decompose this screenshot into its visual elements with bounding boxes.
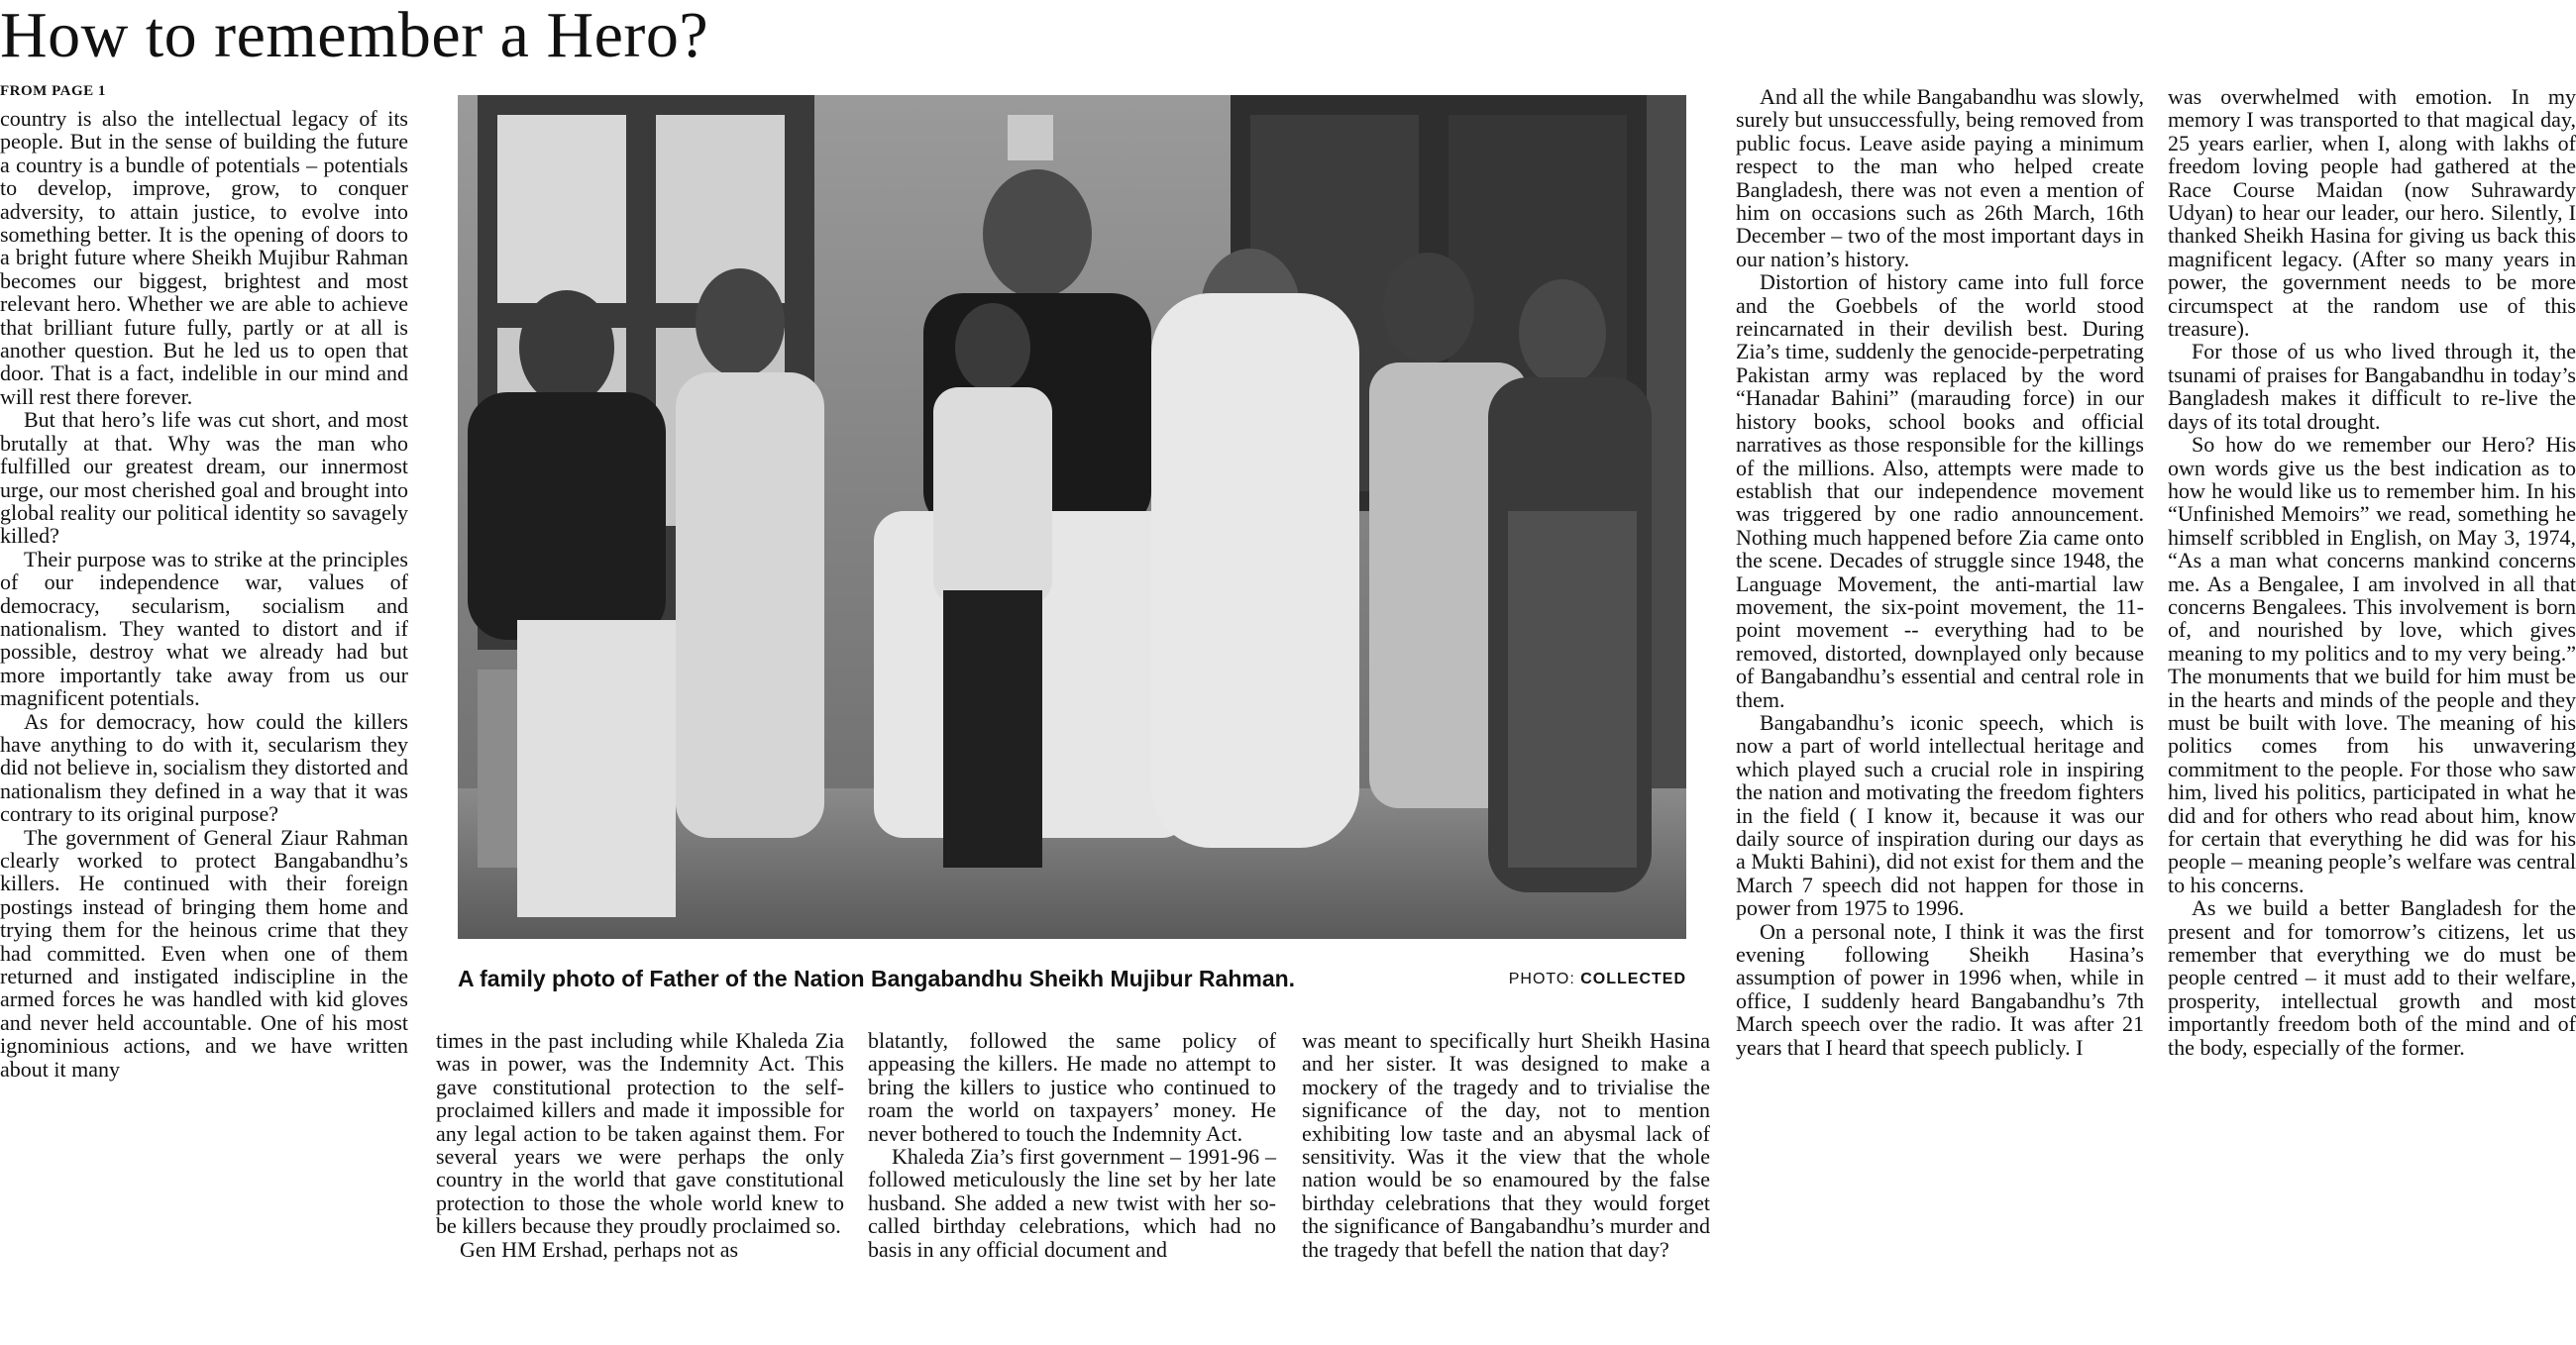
article-paragraph: Khaleda Zia’s first government – 1991-96 – followed meticulously the line set by her late husband. She added a new twist with her so-called birthday celebrations, which had no basis in any official document and <box>868 1144 1276 1262</box>
article-column-3 <box>868 1029 1276 1261</box>
headline: How to remember a Hero? <box>0 0 709 71</box>
article-paragraph: Their purpose was to strike at the principles of our independence war, values of democracy, secularism, socialism and nationalism. They wanted to distort and if possible, destroy what we already had but more importantly take away from us our magnificent potentials. <box>0 546 408 711</box>
photo-caption-bar <box>458 966 1686 999</box>
article-paragraph: was overwhelmed with emotion. In my memory I was transported to that magical day, 25 years earlier, when I, along with lakhs of freedom loving people had gathered at the Race Course Maidan (now Suhrawardy Udyan) to hear our leader, our hero. Silently, I thanked Sheikh Hasina for giving us back this magnificent legacy. (After so many years in power, the government needs to be more circumspect at the random use of this treasure). <box>2168 84 2576 342</box>
article-paragraph: was meant to specifically hurt Sheikh Hasina and her sister. It was designed to make a mockery of the tragedy and to trivialise the significance of the day, not to mention exhibiting low taste and an abysmal lack of sensitivity. Was it the view that the whole nation would be so enamoured by the false birthday celebrations that they would forget the significance of Bangabandhu’s murder and the tragedy that befell the nation that day? <box>1302 1028 1710 1262</box>
article-paragraph: And all the while Bangabandhu was slowly, surely but unsuccessfully, being removed from public focus. Leave aside paying a minimum respect to the man who helped create Bangladesh, there was not even a mention of him on occasions such as 26th March, 16th December – two of the most important days in our nation’s history. <box>1736 84 2144 271</box>
article-paragraph: The government of General Ziaur Rahman clearly worked to protect Bangabandhu’s killers. He continued with their foreign postings instead of bringing them home and trying them for the heinous crime that they had committed. Even when one of them returned and instigated indiscipline in the armed forces he was handled with kid gloves and never held accountable. One of his most ignominious actions, and we have written about it many <box>0 824 408 1082</box>
photo-credit-source: COLLECTED <box>1580 971 1686 987</box>
article-paragraph: Gen HM Ershad, perhaps not as <box>460 1236 739 1262</box>
article-paragraph: On a personal note, I think it was the first evening following Sheikh Hasina’s assumption of power in 1996 when, while in office, I suddenly heard Bangabandhu’s 7th March speech over the radio. It was after 21 years that I heard that speech publicly. I <box>1736 918 2144 1060</box>
photo-caption: A family photo of Father of the Nation Bangabandhu Sheikh Mujibur Rahman. <box>458 966 1296 991</box>
article-column-6 <box>2168 85 2576 1059</box>
article-paragraph: As for democracy, how could the killers have anything to do with it, secularism they did not believe in, socialism they distorted and nationalism they defined in a way that it was contrary to its original purpose? <box>0 708 408 827</box>
article-paragraph: country is also the intellectual legacy of its people. But in the sense of building the future a country is a bundle of potentials – potentials to develop, improve, grow, to conquer adversity, to attain justice, to evolve into something better. It is the opening of doors to a bright future where Sheikh Mujibur Rahman becomes our biggest, brightest and most relevant hero. Whether we are able to achieve that brilliant future fully, partly or at all is another question. But he led us to open that door. That is a fact, indelible in our mind and will rest there forever. <box>0 106 408 409</box>
article-column-4 <box>1302 1029 1710 1261</box>
photo-credit-label: PHOTO: <box>1508 971 1581 987</box>
article-column-1 <box>0 107 408 1081</box>
photo-credit <box>1509 971 1686 988</box>
article-column-2 <box>436 1029 844 1261</box>
article-paragraph: As we build a better Bangladesh for the present and for tomorrow’s citizens, let us remember that everything we do must be people centred – it must add to their welfare, prosperity, intellectual growth and most importantly freedom both of the mind and of the body, especially of the former. <box>2168 895 2576 1060</box>
article-paragraph: times in the past including while Khaleda Zia was in power, was the Indemnity Act. This gave constitutional protection to the self-proclaimed killers and made it impossible for any legal action to be taken against them. For several years we were perhaps the only country in the world that gave constitutional protection to those the whole world knew to be killers because they proudly proclaimed so. <box>436 1028 844 1239</box>
family-photo <box>458 95 1686 939</box>
article-paragraph: But that hero’s life was cut short, and most brutally at that. Why was the man who fulfilled our greatest dream, our innermost urge, our most cherished goal and brought into global reality our political identity so savagely killed? <box>0 407 408 549</box>
article-paragraph: Bangabandhu’s iconic speech, which is now a part of world intellectual heritage and which played such a crucial role in inspiring the nation and motivating the freedom fighters in the field ( I know it, because it was our daily source of inspiration during our days as a Mukti Bahini), did not exist for them and the March 7 speech did not happen for those in power from 1975 to 1996. <box>1736 709 2144 921</box>
article-paragraph: For those of us who lived through it, the tsunami of praises for Bangabandhu in today’s Bangladesh makes it difficult to re-live the days of its total drought. <box>2168 339 2576 434</box>
continued-from-label: FROM PAGE 1 <box>0 83 106 99</box>
article-paragraph: So how do we remember our Hero? His own words give us the best indication as to how he would like us to remember him. In his “Unfinished Memoirs” we read, something he himself scribbled in English, on May 3, 1974, “As a man what concerns mankind concerns me. As a Bengalee, I am involved in all that concerns Bengalees. This involvement is born of, and nourished by love, which gives meaning to my politics and to my very being.” The monuments that we build for him must be in the hearts and minds of the people and they must be built with love. The meaning of his politics comes from his unwavering commitment to the people. For those who saw him, lived his politics, participated in what he did and for others who read about him, know for certain that everything he did was for his people – meaning people’s welfare was central to his concerns. <box>2168 432 2576 897</box>
article-paragraph: Distortion of history came into full force and the Goebbels of the world stood reincarnated in their devilish best. During Zia’s time, suddenly the genocide-perpetrating Pakistan army was replaced by the word “Hanadar Bahini” (marauding force) in our history books, school books and official narratives as those responsible for the killings of the millions. Also, attempts were made to establish that our independence movement was triggered by one radio announcement. Nothing much happened before Zia came onto the scene. Decades of struggle since 1948, the Language Movement, the anti-martial law movement, the six-point movement, the 11-point movement -- everything had to be removed, distorted, downplayed only because of Bangabandhu’s essential and central role in them. <box>1736 269 2144 712</box>
article-paragraph: blatantly, followed the same policy of appeasing the killers. He made no attempt to bring the killers to justice who continued to roam the world on taxpayers’ money. He never bothered to touch the Indemnity Act. <box>868 1028 1276 1146</box>
article-column-5 <box>1736 85 2144 1059</box>
